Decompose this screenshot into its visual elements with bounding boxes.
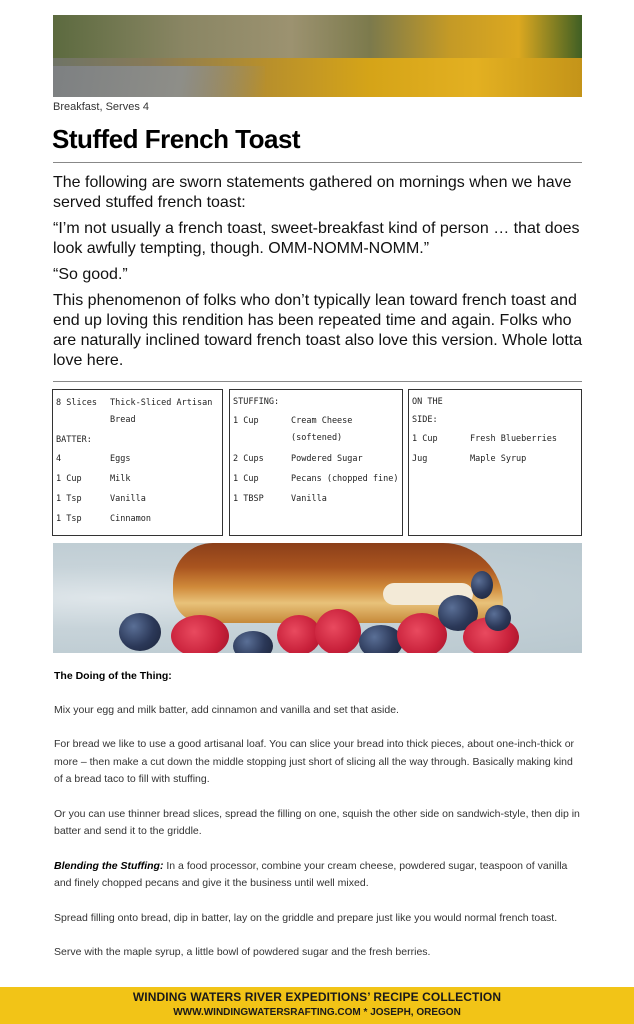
- ingredient-qty: 4: [56, 454, 62, 464]
- ingredient-heading: STUFFING:: [233, 397, 280, 407]
- method-step: Serve with the maple syrup, a little bowl of powdered sugar and the fresh berries.: [54, 946, 431, 958]
- ingredient-qty: 1 Cup: [233, 416, 259, 426]
- ingredient-qty: 1 Cup: [412, 434, 438, 444]
- ingredient-qty: 8 Slices: [56, 398, 97, 408]
- ingredient-qty: 2 Cups: [233, 454, 264, 464]
- ingredient-item: Eggs: [110, 454, 131, 464]
- ingredient-row: [412, 449, 578, 469]
- divider: [53, 381, 582, 382]
- ingredient-heading: BATTER:: [56, 435, 92, 445]
- hero-hillside: [53, 15, 582, 58]
- footer-website-location: WWW.WINDINGWATERSRAFTING.COM * JOSEPH, OREGON: [173, 1007, 461, 1018]
- hero-shore: [53, 66, 265, 97]
- intro-quote: “So good.”: [53, 266, 128, 283]
- recipe-meta: Breakfast, Serves 4: [53, 101, 149, 113]
- ingredient-qty: 1 TBSP: [233, 494, 264, 504]
- method-section: [54, 668, 584, 979]
- ingredient-row: [56, 393, 219, 431]
- blueberry-shape: [359, 625, 403, 653]
- ingredient-heading: SIDE:: [412, 415, 438, 425]
- ingredient-item: Milk: [110, 474, 131, 484]
- intro-paragraph: The following are sworn statements gathered on mornings when we have served stuffed french toast:: [53, 174, 572, 211]
- ingredient-item: Thick-Sliced Artisan Bread: [110, 398, 213, 425]
- blending-text: In a food processor, combine your cream cheese, powdered sugar, teaspoon of vanilla and finely chopped pecans and give it the business until well mixed.: [54, 859, 568, 889]
- footer-title: WINDING WATERS RIVER EXPEDITIONS’ RECIPE COLLECTION: [132, 990, 502, 1004]
- blueberry-shape: [485, 605, 511, 631]
- ingredient-qty: 1 Tsp: [56, 494, 82, 504]
- ingredient-item: Vanilla: [291, 494, 327, 504]
- footer-banner: [0, 987, 634, 1024]
- ingredient-row: [233, 469, 399, 489]
- ingredient-qty: 1 Cup: [233, 474, 259, 484]
- method-step: Mix your egg and milk batter, add cinnamon and vanilla and set that aside.: [54, 703, 399, 716]
- method-step: Spread filling onto bread, dip in batter, lay on the griddle and prepare just like you would normal french toast.: [54, 911, 558, 924]
- blueberry-shape: [119, 613, 161, 651]
- raspberry-shape: [315, 609, 361, 653]
- ingredient-row: [56, 469, 219, 489]
- ingredient-item: Cinnamon: [110, 514, 151, 524]
- ingredient-item: Powdered Sugar: [291, 454, 363, 464]
- method-heading: The Doing of the Thing:: [54, 670, 172, 682]
- ingredient-row: [56, 509, 219, 529]
- hero-image: [53, 15, 582, 97]
- raspberry-shape: [171, 615, 229, 653]
- ingredient-row: [233, 411, 399, 449]
- blueberry-shape: [471, 571, 493, 599]
- intro-section: [53, 173, 588, 377]
- ingredient-item: Fresh Blueberries: [470, 434, 557, 444]
- method-step: Or you can use thinner bread slices, spread the filling on one, squish the other side on sandwich-style, then dip in batter and send it to the griddle.: [54, 807, 580, 837]
- ingredient-row: [56, 489, 219, 509]
- intro-paragraph: This phenomenon of folks who don’t typically lean toward french toast and end up loving this rendition has been repeated time and again. Folks who are naturally inclined toward french toast also love this version. Whole lotta love here.: [53, 292, 583, 369]
- ingredient-qty: Jug: [412, 454, 428, 464]
- food-image: [53, 543, 582, 653]
- ingredient-qty: 1 Cup: [56, 474, 82, 484]
- ingredient-row: [233, 489, 399, 509]
- ingredient-row: [233, 449, 399, 469]
- blueberry-shape: [233, 631, 273, 653]
- ingredient-heading: ON THE: [412, 397, 443, 407]
- ingredients-box-batter: [52, 389, 223, 536]
- ingredients-box-side: [408, 389, 582, 536]
- blending-lead: Blending the Stuffing:: [54, 859, 164, 872]
- divider: [53, 162, 582, 163]
- ingredients-box-stuffing: [229, 389, 403, 536]
- ingredient-item: Vanilla: [110, 494, 146, 504]
- ingredient-item: Cream Cheese (softened): [291, 416, 353, 443]
- method-step-blending: [54, 858, 584, 893]
- ingredient-qty: 1 Tsp: [56, 514, 82, 524]
- page-title: Stuffed French Toast: [52, 124, 301, 154]
- method-step: For bread we like to use a good artisanal loaf. You can slice your bread into thick pieces, about one-inch-thick or more – then make a cut down the middle stopping just short of slicing all the way through. Basically making kind of a bread taco to fill with stuffing.: [54, 738, 575, 785]
- ingredient-item: Pecans (chopped fine): [291, 474, 399, 484]
- ingredient-row: [56, 449, 219, 469]
- ingredient-item: Maple Syrup: [470, 454, 527, 464]
- intro-quote: “I’m not usually a french toast, sweet-breakfast kind of person … that does look awfully tempting, though. OMM-NOMM-NOMM.”: [53, 220, 580, 257]
- ingredient-row: [412, 429, 578, 449]
